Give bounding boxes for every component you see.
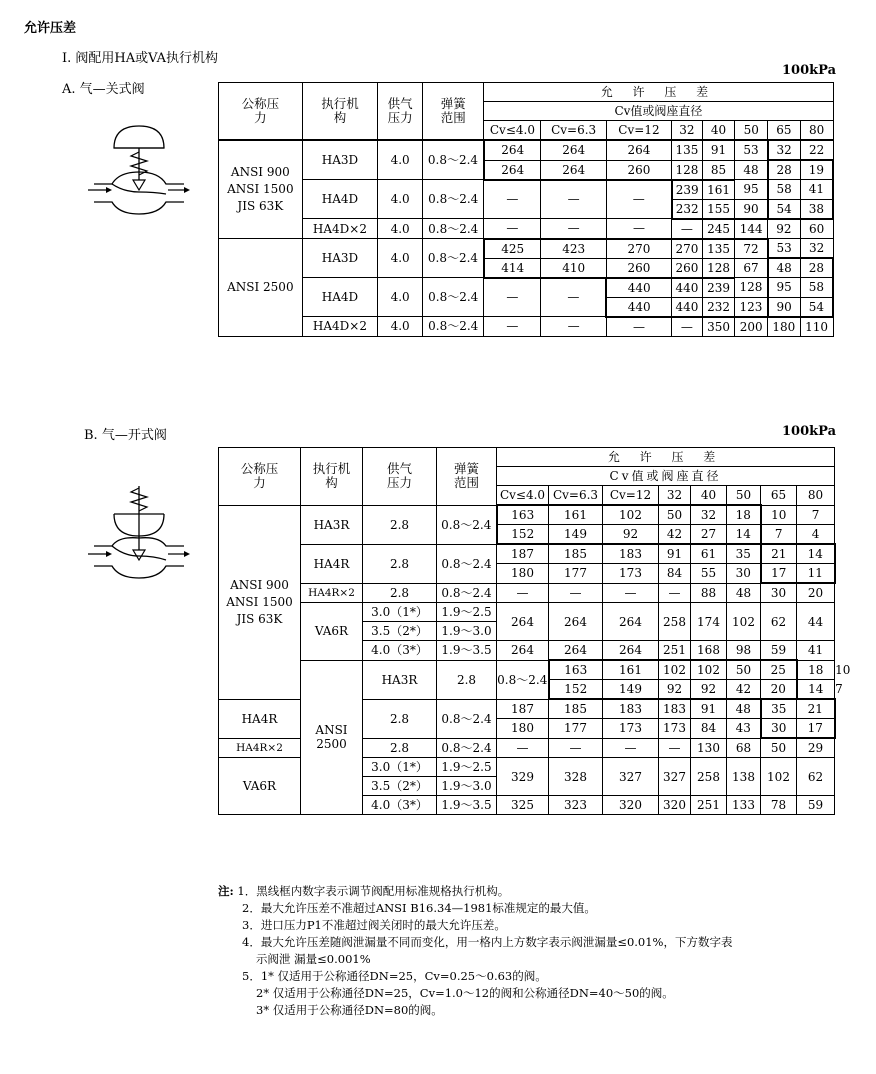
value-cell: 325	[497, 796, 549, 815]
value-cell: 92	[659, 680, 691, 700]
value-cell: 32	[691, 505, 727, 525]
value-cell: 320	[659, 796, 691, 815]
value-cell: 43	[727, 719, 761, 739]
cv-col: 65	[761, 486, 797, 506]
value-cell: 329	[497, 758, 549, 796]
value-cell: 128	[672, 160, 703, 180]
cv-col: 65	[768, 121, 801, 141]
supply-cell: 3.0（1*）	[363, 603, 437, 622]
value-cell: 98	[727, 641, 761, 661]
value-cell: 328	[549, 758, 603, 796]
note-line: 1．黑线框内数字表示调节阀配用标准规格执行机构。	[237, 884, 510, 898]
value-cell: 152	[549, 680, 603, 700]
value-cell: 17	[797, 719, 835, 739]
value-cell: 61	[691, 544, 727, 564]
nominal-pressure-group: ANSI 900 ANSI 1500 JIS 63K	[219, 140, 303, 239]
spring-cell: 0.8～2.4	[437, 544, 497, 583]
supply-cell: 4.0	[378, 140, 423, 180]
cv-col: Cv≤4.0	[497, 486, 549, 506]
page-title: 允许压差	[24, 21, 77, 36]
actuator-cell: HA4R×2	[219, 738, 301, 758]
nominal-pressure-group: ANSI 900 ANSI 1500 JIS 63K	[219, 505, 301, 699]
value-cell: 149	[603, 680, 659, 700]
supply-cell: 4.0	[378, 278, 423, 317]
note-line: 4．最大允许压差随阀泄漏量不同而变化，用一格内上方数字表示阀泄漏量≤0.01%，下方数字表	[242, 935, 733, 949]
header-allowable-dp: 允 许 压 差	[484, 83, 833, 102]
value-cell: 78	[761, 796, 797, 815]
value-cell: 155	[702, 199, 735, 219]
value-cell: 32	[800, 239, 833, 259]
value-cell: 320	[603, 796, 659, 815]
actuator-cell: HA3D	[302, 140, 378, 180]
value-cell: 163	[497, 505, 549, 525]
value-cell: 135	[702, 239, 735, 259]
value-cell: 53	[735, 140, 768, 160]
spring-cell: 0.8～2.4	[423, 239, 484, 278]
value-cell: 91	[691, 699, 727, 719]
value-cell: 128	[702, 258, 735, 278]
actuator-cell: VA6R	[219, 758, 301, 815]
header-spring: 弹簧范围	[423, 83, 484, 141]
value-cell: 414	[484, 258, 541, 278]
value-cell: 327	[659, 758, 691, 796]
value-cell: 149	[549, 525, 603, 545]
cv-col: 32	[659, 486, 691, 506]
supply-cell: 3.5（2*）	[363, 777, 437, 796]
header-nominal-pressure: 公称压力	[219, 448, 301, 506]
section-b-label: B. 气—开式阀	[84, 428, 167, 443]
value-cell: 44	[797, 603, 835, 641]
value-cell: —	[541, 219, 606, 239]
value-cell: 30	[761, 719, 797, 739]
value-cell: 18	[727, 505, 761, 525]
actuator-cell: HA4D	[302, 278, 378, 317]
spring-cell: 0.8～2.4	[423, 180, 484, 219]
value-cell: 350	[702, 317, 735, 337]
value-cell: —	[659, 583, 691, 603]
value-cell: —	[541, 278, 606, 317]
supply-cell: 2.8	[437, 660, 497, 699]
actuator-cell: HA3R	[363, 660, 437, 699]
cv-col: 32	[672, 121, 703, 141]
value-cell: 245	[702, 219, 735, 239]
value-cell: —	[606, 180, 671, 219]
value-cell: —	[606, 219, 671, 239]
value-cell: 59	[761, 641, 797, 661]
cv-col: Cv=12	[603, 486, 659, 506]
value-cell: 133	[727, 796, 761, 815]
value-cell: 58	[768, 180, 801, 200]
value-cell: 183	[659, 699, 691, 719]
value-cell: 21	[797, 699, 835, 719]
note-line: 示阀泄 漏量≤0.001%	[256, 952, 371, 966]
cv-col: 80	[797, 486, 835, 506]
value-cell: 54	[800, 297, 833, 317]
value-cell: 177	[549, 719, 603, 739]
cv-col: Cv≤4.0	[484, 121, 541, 141]
value-cell: 17	[761, 564, 797, 584]
value-cell: 161	[549, 505, 603, 525]
value-cell: 264	[484, 140, 541, 160]
spring-cell: 1.9～3.0	[437, 777, 497, 796]
spring-cell: 0.8～2.4	[423, 317, 484, 337]
value-cell: —	[484, 278, 541, 317]
value-cell: 42	[727, 680, 761, 700]
table-air-to-open: 公称压力 执行机构 供气压力 弹簧范围 允 许 压 差 Cv值或阀座直径 Cv≤4.0 Cv=6.3 Cv=12 32 40 50 65 80 ANSI 900 ANSI 1500 JIS 63K HA3R 2.8 0.8～2.4 163 161 102 50 32 18 10 7 152 149 92 42 27 14 7 4 HA4R 2.8 0.8～2.4 187 185 183 91 61 35 21 14 180 177 173 84 55 30 17 11 HA4R×2 2.8 0.8～2.4 — — — — 88 48 30 20 VA6R 3.0（1*） 1.9～2.5 264 264 264 258 174 102 62 44 3.5（2*） 1.9～3.0 4.0（3*） 1.9～3.5 264 264 264 251 168 98 59 41 ANSI 2500 HA3R 2.8 0.8～2.4 163 161 102 102 50 25 18 10 152 149 92 92 42 20 14 7 HA4R 2.8 0.8～2.4 187 185 183 183 91 48 35 21 180 177 173 173 84 43 30 17 HA4R×2 2.8 0.8～2.4 — — — — 130 68 50 29 VA6R 3.0（1*） 1.9～2.5 329 328 327 327 258 138 102 62 3.5（2*） 1.9～3.0 4.0（3*） 1.9～3.5 325 323 320 320 251 133 78 59	[218, 447, 835, 815]
value-cell: —	[549, 738, 603, 758]
header-cv: Cv值或阀座直径	[497, 467, 835, 486]
value-cell: 88	[691, 583, 727, 603]
value-cell: 264	[606, 140, 671, 160]
value-cell: 264	[484, 160, 541, 180]
spring-cell: 0.8～2.4	[423, 219, 484, 239]
value-cell: 183	[603, 544, 659, 564]
value-cell: 187	[497, 544, 549, 564]
value-cell: 161	[603, 660, 659, 680]
value-cell: 18	[797, 660, 835, 680]
value-cell: 144	[735, 219, 768, 239]
value-cell: 174	[691, 603, 727, 641]
value-cell: 161	[702, 180, 735, 200]
value-cell: 110	[800, 317, 833, 337]
value-cell: 32	[768, 140, 801, 160]
value-cell: —	[497, 738, 549, 758]
value-cell: 4	[797, 525, 835, 545]
value-cell: —	[497, 583, 549, 603]
value-cell: 440	[606, 278, 671, 298]
value-cell: 68	[727, 738, 761, 758]
value-cell: 128	[735, 278, 768, 298]
value-cell: 10	[761, 505, 797, 525]
value-cell: 264	[549, 603, 603, 641]
notes	[218, 883, 732, 1019]
value-cell: 90	[768, 297, 801, 317]
value-cell: 92	[691, 680, 727, 700]
supply-cell: 4.0（3*）	[363, 796, 437, 815]
value-cell: 130	[691, 738, 727, 758]
value-cell: 173	[603, 719, 659, 739]
value-cell: 59	[797, 796, 835, 815]
value-cell: 14	[797, 680, 835, 700]
value-cell: 440	[672, 297, 703, 317]
value-cell: 102	[691, 660, 727, 680]
value-cell: 183	[603, 699, 659, 719]
value-cell: 102	[659, 660, 691, 680]
value-cell: 42	[659, 525, 691, 545]
value-cell: 260	[606, 160, 671, 180]
value-cell: 180	[768, 317, 801, 337]
value-cell: 72	[735, 239, 768, 259]
header-supply: 供气压力	[378, 83, 423, 141]
cv-col: Cv=6.3	[549, 486, 603, 506]
spring-cell: 1.9～3.0	[437, 622, 497, 641]
value-cell: —	[672, 317, 703, 337]
value-cell: 92	[768, 219, 801, 239]
supply-cell: 4.0	[378, 317, 423, 337]
value-cell: 29	[797, 738, 835, 758]
value-cell: 11	[797, 564, 835, 584]
value-cell: 173	[603, 564, 659, 584]
actuator-cell: HA4D	[302, 180, 378, 219]
value-cell: 27	[691, 525, 727, 545]
actuator-cell: VA6R	[301, 603, 363, 661]
value-cell: 41	[797, 641, 835, 661]
spring-cell: 0.8～2.4	[437, 583, 497, 603]
value-cell: 180	[497, 564, 549, 584]
value-cell: 270	[672, 239, 703, 259]
supply-cell: 2.8	[363, 505, 437, 544]
actuator-cell: HA4D×2	[302, 317, 378, 337]
value-cell: 264	[497, 603, 549, 641]
value-cell: 187	[497, 699, 549, 719]
value-cell: 200	[735, 317, 768, 337]
value-cell: —	[659, 738, 691, 758]
value-cell: 67	[735, 258, 768, 278]
supply-cell: 2.8	[363, 699, 437, 738]
value-cell: —	[484, 180, 541, 219]
value-cell: —	[549, 583, 603, 603]
value-cell: 50	[761, 738, 797, 758]
value-cell: 62	[797, 758, 835, 796]
supply-cell: 2.8	[363, 583, 437, 603]
actuator-cell: HA3R	[301, 505, 363, 544]
unit-label-a: 100kPa	[782, 63, 836, 78]
value-cell: 30	[761, 583, 797, 603]
supply-cell: 2.8	[363, 544, 437, 583]
value-cell: 260	[672, 258, 703, 278]
value-cell: 20	[797, 583, 835, 603]
value-cell: 173	[659, 719, 691, 739]
value-cell: 91	[659, 544, 691, 564]
note-line: 3．进口压力P1不准超过阀关闭时的最大允许压差。	[242, 918, 506, 932]
value-cell: 20	[761, 680, 797, 700]
cv-col: 50	[735, 121, 768, 141]
value-cell: 35	[727, 544, 761, 564]
value-cell: 410	[541, 258, 606, 278]
cv-col: 40	[691, 486, 727, 506]
value-cell: 92	[603, 525, 659, 545]
value-cell: 102	[761, 758, 797, 796]
value-cell: 90	[735, 199, 768, 219]
spring-cell: 0.8～2.4	[437, 738, 497, 758]
value-cell: 55	[691, 564, 727, 584]
supply-cell: 4.0（3*）	[363, 641, 437, 661]
actuator-cell: HA4D×2	[302, 219, 378, 239]
table-air-to-close	[218, 82, 834, 337]
cv-col: Cv=12	[606, 121, 671, 141]
value-cell: —	[484, 317, 541, 337]
value-cell: 258	[691, 758, 727, 796]
value-cell: 48	[768, 258, 801, 278]
value-cell: 19	[800, 160, 833, 180]
nominal-pressure-group: ANSI 2500	[219, 239, 303, 337]
header-supply: 供气压力	[363, 448, 437, 506]
spring-cell: 0.8～2.4	[423, 278, 484, 317]
value-cell: 177	[549, 564, 603, 584]
value-cell: 180	[497, 719, 549, 739]
supply-cell: 2.8	[363, 738, 437, 758]
note-line: 5．1* 仅适用于公称通径DN=25，Cv=0.25～0.63的阀。	[242, 969, 547, 983]
cv-col: 40	[702, 121, 735, 141]
supply-cell: 3.5（2*）	[363, 622, 437, 641]
value-cell: 152	[497, 525, 549, 545]
value-cell: 327	[603, 758, 659, 796]
actuator-cell: HA3D	[302, 239, 378, 278]
value-cell: 440	[606, 297, 671, 317]
value-cell: —	[603, 583, 659, 603]
value-cell: 163	[549, 660, 603, 680]
value-cell: 423	[541, 239, 606, 259]
value-cell: —	[484, 219, 541, 239]
subtitle: I. 阀配用HA或VA执行机构	[62, 51, 219, 66]
value-cell: 323	[549, 796, 603, 815]
value-cell: 21	[761, 544, 797, 564]
header-nominal-pressure: 公称压力	[219, 83, 303, 141]
section-a-label: A. 气—关式阀	[62, 82, 145, 97]
value-cell: 62	[761, 603, 797, 641]
value-cell: 264	[549, 641, 603, 661]
actuator-cell: HA4R	[219, 699, 301, 738]
value-cell: 440	[672, 278, 703, 298]
unit-label-b: 100kPa	[782, 424, 836, 439]
supply-cell: 4.0	[378, 219, 423, 239]
value-cell: 260	[606, 258, 671, 278]
value-cell: 270	[606, 239, 671, 259]
value-cell: 41	[800, 180, 833, 200]
value-cell: —	[541, 180, 606, 219]
header-actuator: 执行机构	[301, 448, 363, 506]
note-line: 3* 仅适用于公称通径DN=80的阀。	[256, 1003, 443, 1017]
value-cell: 28	[768, 160, 801, 180]
spring-cell: 0.8～2.4	[437, 505, 497, 544]
value-cell: 85	[702, 160, 735, 180]
value-cell: —	[541, 317, 606, 337]
supply-cell: 4.0	[378, 239, 423, 278]
note-line: 2* 仅适用于公称通径DN=25，Cv=1.0～12的阀和公称通径DN=40～50的阀。	[256, 986, 674, 1000]
value-cell: 264	[541, 160, 606, 180]
value-cell: 91	[702, 140, 735, 160]
value-cell: 22	[800, 140, 833, 160]
value-cell: 48	[735, 160, 768, 180]
value-cell: 135	[672, 140, 703, 160]
value-cell: 251	[659, 641, 691, 661]
value-cell: —	[672, 219, 703, 239]
value-cell: 258	[659, 603, 691, 641]
actuator-cell: HA4R×2	[301, 583, 363, 603]
value-cell: 35	[761, 699, 797, 719]
air-to-close-valve-icon	[84, 118, 194, 228]
value-cell: 14	[797, 544, 835, 564]
value-cell: 251	[691, 796, 727, 815]
value-cell: 102	[727, 603, 761, 641]
value-cell: 102	[603, 505, 659, 525]
value-cell: 95	[768, 278, 801, 298]
value-cell: 84	[659, 564, 691, 584]
value-cell: 264	[541, 140, 606, 160]
value-cell: 58	[800, 278, 833, 298]
value-cell: 53	[768, 239, 801, 259]
value-cell: 84	[691, 719, 727, 739]
value-cell: 123	[735, 297, 768, 317]
header-actuator: 执行机构	[302, 83, 378, 141]
value-cell: 95	[735, 180, 768, 200]
spring-cell: 0.8～2.4	[423, 140, 484, 180]
supply-cell: 3.0（1*）	[363, 758, 437, 777]
spring-cell: 1.9～3.5	[437, 796, 497, 815]
supply-cell: 4.0	[378, 180, 423, 219]
value-cell: 28	[800, 258, 833, 278]
header-spring: 弹簧范围	[437, 448, 497, 506]
value-cell: —	[606, 317, 671, 337]
actuator-cell: HA4R	[301, 544, 363, 583]
value-cell: 185	[549, 699, 603, 719]
spring-cell: 0.8～2.4	[497, 660, 549, 699]
value-cell: 168	[691, 641, 727, 661]
value-cell: 25	[761, 660, 797, 680]
spring-cell: 1.9～3.5	[437, 641, 497, 661]
value-cell: 50	[659, 505, 691, 525]
header-cv: Cv值或阀座直径	[484, 102, 833, 121]
value-cell: 50	[727, 660, 761, 680]
cv-col: 80	[800, 121, 833, 141]
spring-cell: 1.9～2.5	[437, 603, 497, 622]
value-cell: 232	[672, 199, 703, 219]
value-cell: 185	[549, 544, 603, 564]
value-cell: 30	[727, 564, 761, 584]
value-cell: 264	[497, 641, 549, 661]
value-cell: 138	[727, 758, 761, 796]
value-cell: 264	[603, 603, 659, 641]
value-cell: —	[603, 738, 659, 758]
note-line: 2．最大允许压差不准超过ANSI B16.34—1981标准规定的最大值。	[242, 901, 596, 915]
notes-head: 注:	[218, 884, 234, 898]
spring-cell: 0.8～2.4	[437, 699, 497, 738]
air-to-open-valve-icon	[84, 480, 194, 590]
value-cell: 7	[761, 525, 797, 545]
cv-col: 50	[727, 486, 761, 506]
value-cell: 48	[727, 699, 761, 719]
spring-cell: 1.9～2.5	[437, 758, 497, 777]
nominal-pressure-group: ANSI 2500	[301, 660, 363, 815]
value-cell: 54	[768, 199, 801, 219]
value-cell: 264	[603, 641, 659, 661]
value-cell: 239	[672, 180, 703, 200]
value-cell: 14	[727, 525, 761, 545]
value-cell: 7	[797, 505, 835, 525]
value-cell: 60	[800, 219, 833, 239]
value-cell: 232	[702, 297, 735, 317]
header-allowable-dp: 允 许 压 差	[497, 448, 835, 467]
cv-col: Cv=6.3	[541, 121, 606, 141]
value-cell: 38	[800, 199, 833, 219]
value-cell: 239	[702, 278, 735, 298]
value-cell: 48	[727, 583, 761, 603]
value-cell: 425	[484, 239, 541, 259]
